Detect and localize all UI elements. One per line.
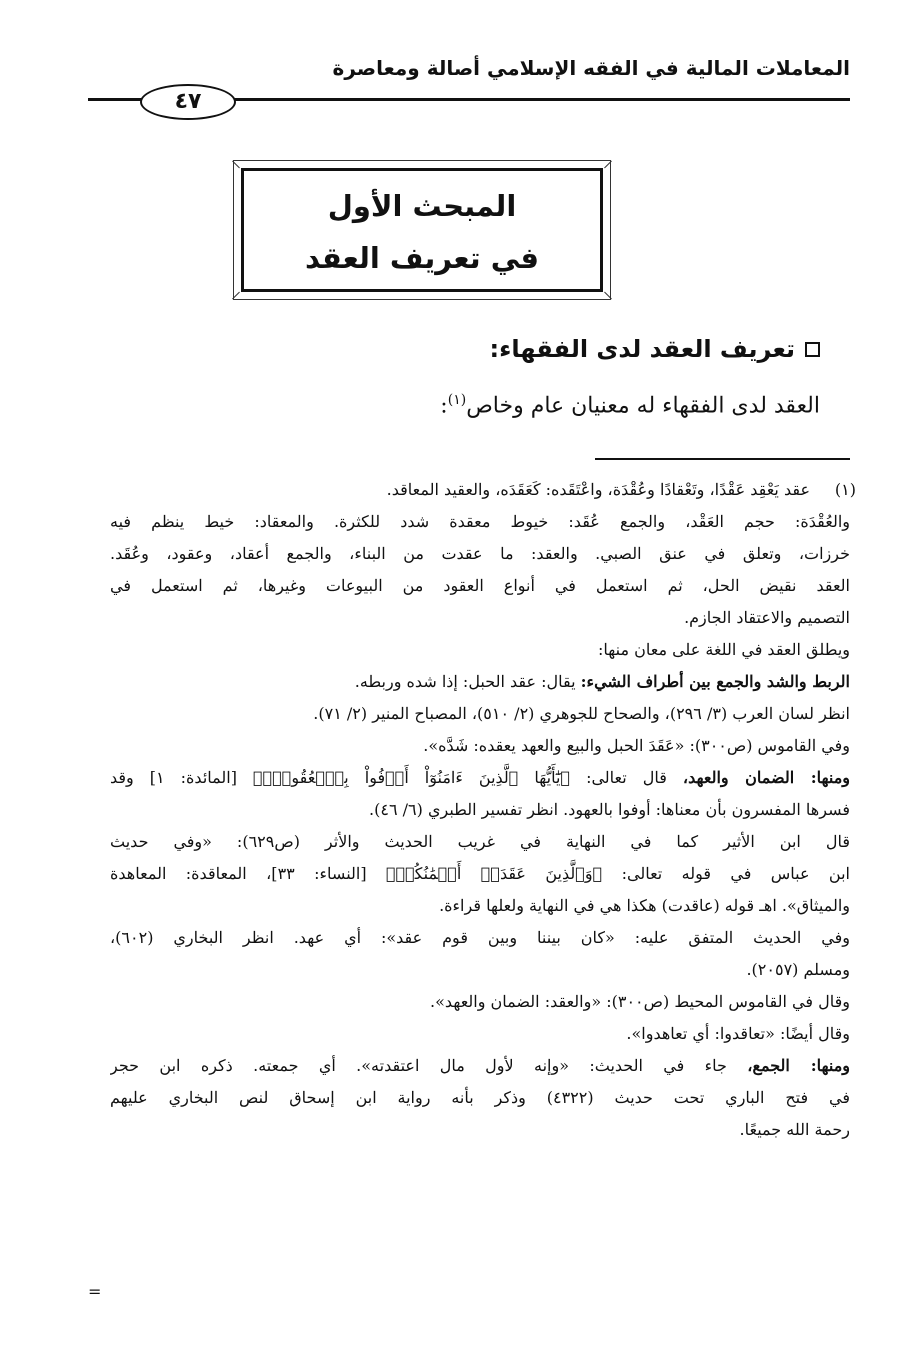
section-heading-text: تعريف العقد لدى الفقهاء: [489,335,795,363]
chapter-subtitle: في تعريف العقد [304,241,540,275]
footnote-number: (١) [834,480,856,499]
footnote-line [110,922,850,954]
footnote-line [110,890,850,922]
section-heading [490,335,820,363]
square-bullet-icon [805,342,820,357]
intro-paragraph [440,392,820,418]
footnote-line-text: انظر لسان العرب (٣/ ٢٩٦)، والصحاح للجوهري (٢/ ٥١٠)، المصباح المنير (٢/ ٧١). [313,704,850,723]
footnote-line [110,858,850,890]
footnote-line-text: عقد يَعْقِد عَقْدًا، وتَعْقادًا وعُقْدَة، واعْتَقَده: كَعَقَدَه، والعقيد المعاقد. [386,480,810,499]
footnote-line-text: خرزات، وتعلق في عنق الصبي. والعقد: ما عقدت من البناء، والجمع أعقاد، وعقود، وعُقَد. [110,544,850,563]
chapter-title-inner-border [241,168,603,292]
running-header-title: المعاملات المالية في الفقه الإسلامي أصالة ومعاصرة [332,56,850,80]
footnote-line [110,474,850,506]
frame-corner-ornament [232,161,240,169]
intro-colon: : [440,393,448,419]
page-number: ٤٧ [140,84,236,120]
footnote-line [110,634,850,666]
frame-corner-ornament [604,292,612,300]
footnote-line [110,1082,850,1114]
footnote-line-text: العقد نقيض الحل، ثم استعمل في أنواع العقود من البيوعات وغيرها، ثم استعمل في [110,576,850,595]
footnote-line-text: يقال: عقد الحبل: إذا شده وربطه. [354,672,581,691]
frame-corner-ornament [232,292,240,300]
footnote-lead-term: الربط والشد والجمع بين أطراف الشيء: [580,672,850,691]
footnote-line-text: جاء في الحديث: «وإنه لأول مال اعتقدته». أي جمعته. ذكره ابن حجر [110,1056,748,1075]
footnote-line [110,666,850,698]
footnote-line [110,762,850,794]
chapter-title: المبحث الأول [327,189,517,223]
footnote-line [110,1018,850,1050]
chapter-title-frame [233,160,611,300]
footnote-line-text: وقال في القاموس المحيط (ص٣٠٠): «والعقد: الضمان والعهد». [430,992,850,1011]
footnote-lead-term: ومنها: الجمع، [747,1056,850,1075]
footnote-line [110,794,850,826]
footnote-line-text: ابن عباس في قوله تعالى: ﴿وَٱلَّذِينَ عَقَدَتۡ أَيۡمَٰنُكُمۡ﴾ [النساء: ٣٣]، المعاقدة: المعاهدة [110,864,850,883]
footnote-line-text: في فتح الباري تحت حديث (٤٣٢٢) وذكر بأنه رواية ابن إسحاق لنص البخاري عليهم [110,1088,850,1107]
footnote-line [110,602,850,634]
footnote-line-text: وفي الحديث المتفق عليه: «كان بيننا وبين قوم عقد»: أي عهد. انظر البخاري (٦٠٢)، [110,928,850,947]
footnote-line [110,826,850,858]
footnote-line [110,538,850,570]
footnote-separator [595,458,850,460]
footnote-line-text: والعُقْدَة: حجم العَقْد، والجمع عُقَد: خيوط معقدة شدد للكثرة. والمعقاد: خيط ينظم فيه [110,512,850,531]
footnote-line [110,1114,850,1146]
footnote-line-text: قال ابن الأثير كما في النهاية في غريب الحديث والأثر (ص٦٢٩): «وفي حديث [110,832,850,851]
continuation-mark: = [88,1282,102,1301]
footnote-line [110,730,850,762]
footnote-line [110,506,850,538]
footnote-body [110,474,850,1146]
footnote-line-text: رحمة الله جميعًا. [739,1120,850,1139]
footnote-line-text: فسرها المفسرون بأن معناها: أوفوا بالعهود. انظر تفسير الطبري (٦/ ٤٦). [369,800,850,819]
footnote-line [110,570,850,602]
footnote-line [110,698,850,730]
footnote-line-text: التصميم والاعتقاد الجازم. [684,608,850,627]
footnote-reference: (١) [447,392,467,408]
footnote-lead-term: ومنها: الضمان والعهد، [682,768,850,787]
footnote-line-text: وقال أيضًا: «تعاقدوا: أي تعاهدوا». [626,1024,850,1043]
footnote-line [110,986,850,1018]
footnote-line-text: والميثاق». اهـ قوله (عاقدت) هكذا هي في النهاية ولعلها قراءة. [439,896,850,915]
footnote-line-text: وفي القاموس (ص٣٠٠): «عَقَدَ الحبل والبيع والعهد يعقده: شَدَّه». [423,736,850,755]
footnote-line-text: ومسلم (٢٠٥٧). [746,960,850,979]
intro-text: العقد لدى الفقهاء له معنيان عام وخاص [466,393,820,419]
footnote-line-text: ويطلق العقد في اللغة على معان منها: [597,640,850,659]
footnote-line [110,954,850,986]
footnote-line [110,1050,850,1082]
frame-corner-ornament [604,161,612,169]
footnote-line-text: قال تعالى: ﴿يَٰٓأَيُّهَا ٱلَّذِينَ ءَامَنُوٓاْ أَوۡفُواْ بِٱلۡعُقُودِۚ﴾ [المائدة: ١] وقد [110,768,683,787]
